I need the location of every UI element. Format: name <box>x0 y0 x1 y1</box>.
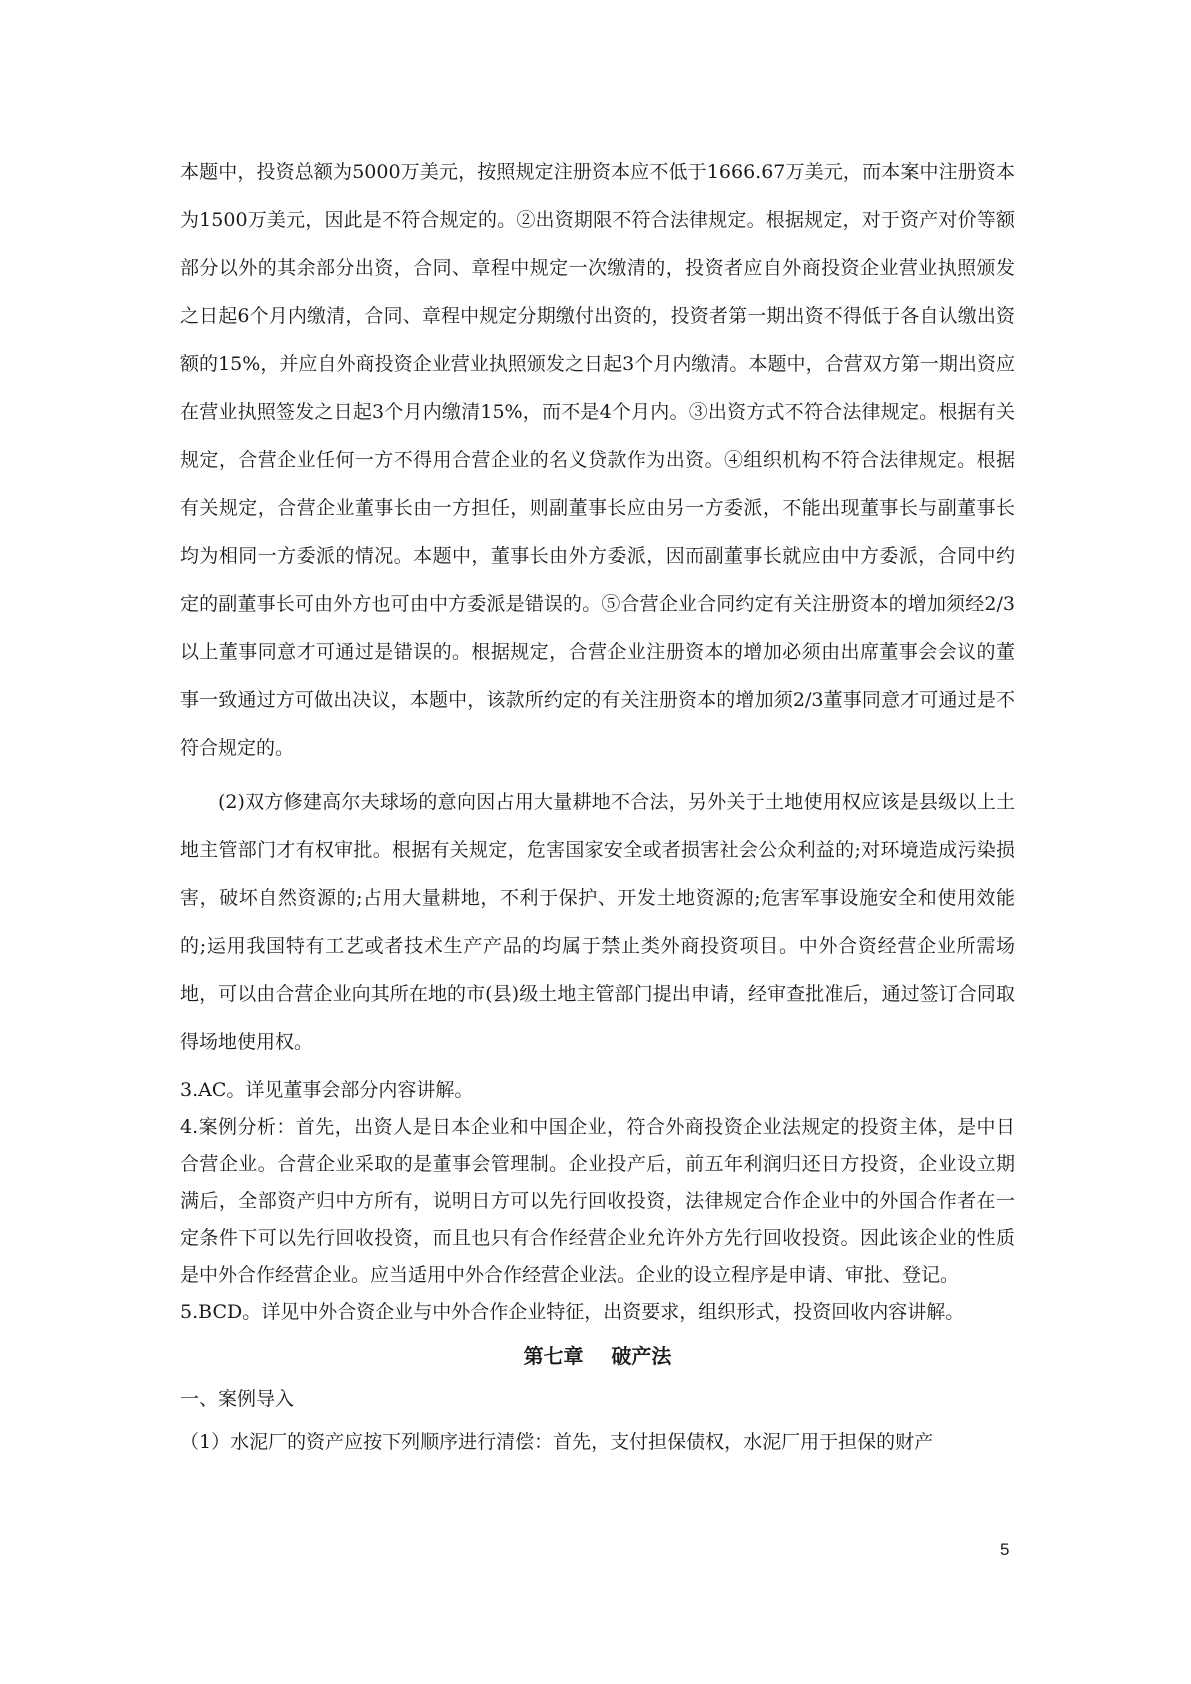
section-heading: 一、案例导入 <box>180 1388 295 1410</box>
page-number: 5 <box>1000 1540 1010 1559</box>
paragraph-golf-course-land: (2)双方修建高尔夫球场的意向因占用大量耕地不合法，另外关于土地使用权应该是县级以上土地主管部门才有权审批。根据有关规定，危害国家安全或者损害社会公众利益的;对环境造成污染损害，破坏自然资源的;占用大量耕地，不利于保护、开发土地资源的;危害军事设施安全和使用效能的;运用我国特有工艺或者技术生产产品的均属于禁止类外商投资项目。中外合资经营企业所需场地，可以由合营企业向其所在地的市(县)级土地主管部门提出申请，经审查批准后，通过签订合同取得场地使用权。 <box>180 791 1015 1053</box>
paragraph-cement-plant: （1）水泥厂的资产应按下列顺序进行清偿：首先，支付担保债权，水泥厂用于担保的财产 <box>180 1431 934 1453</box>
paragraph-case-analysis-continued: 本题中，投资总额为5000万美元，按照规定注册资本应不低于1666.67万美元，而本案中注册资本为1500万美元，因此是不符合规定的。②出资期限不符合法律规定。根据规定，对于资产对价等额部分以外的其余部分出资，合同、章程中规定一次缴清的，投资者应自外商投资企业营业执照颁发之日起6个月内缴清，合同、章程中规定分期缴付出资的，投资者第一期出资不得低于各自认缴出资额的15%，并应自外商投资企业营业执照颁发之日起3个月内缴清。本题中，合营双方第一期出资应在营业执照签发之日起3个月内缴清15%，而不是4个月内。③出资方式不符合法律规定。根据有关规定，合营企业任何一方不得用合营企业的名义贷款作为出资。④组织机构不符合法律规定。根据有关规定，合营企业董事长由一方担任，则副董事长应由另一方委派，不能出现董事长与副董事长均为相同一方委派的情况。本题中，董事长由外方委派，因而副董事长就应由中方委派，合同中约定的副董事长可由外方也可由中方委派是错误的。⑤合营企业合同约定有关注册资本的增加须经2/3以上董事同意才可通过是错误的。根据规定，合营企业注册资本的增加必须由出席董事会会议的董事一致通过方可做出决议，本题中，该款所约定的有关注册资本的增加须2/3董事同意才可通过是不符合规定的。 <box>180 161 1015 759</box>
answer-5: 5.BCD。详见中外合资企业与中外合作企业特征，出资要求，组织形式，投资回收内容讲解。 <box>180 1301 965 1323</box>
page-content <box>180 148 1015 1461</box>
chapter-title: 第七章 破产法 <box>523 1344 672 1368</box>
answer-3: 3.AC。详见董事会部分内容讲解。 <box>180 1079 474 1101</box>
answer-4-case-analysis: 4.案例分析：首先，出资人是日本企业和中国企业，符合外商投资企业法规定的投资主体，是中日合营企业。合营企业采取的是董事会管理制。企业投产后，前五年利润归还日方投资，企业设立期满后，全部资产归中方所有，说明日方可以先行回收投资，法律规定合作企业中的外国合作者在一定条件下可以先行回收投资，而且也只有合作经营企业允许外方先行回收投资。因此该企业的性质是中外合作经营企业。应当适用中外合作经营企业法。企业的设立程序是申请、审批、登记。 <box>180 1116 1015 1286</box>
